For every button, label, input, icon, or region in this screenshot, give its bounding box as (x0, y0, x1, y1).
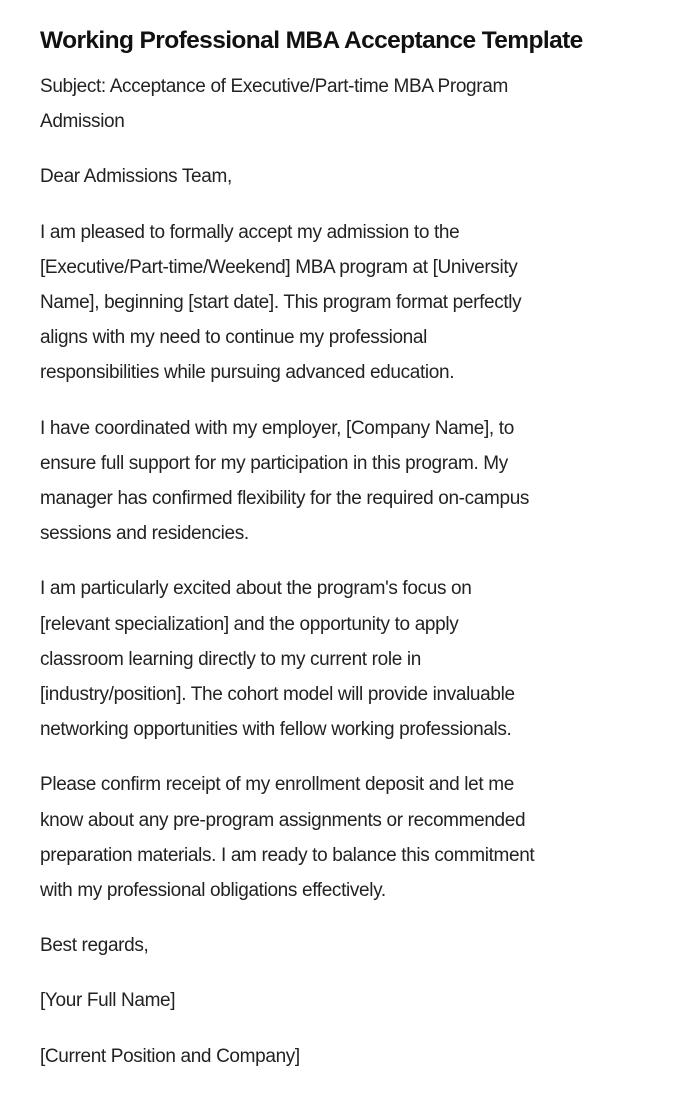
body-paragraph-2 (40, 411, 660, 552)
document-title: Working Professional MBA Acceptance Template (40, 27, 583, 54)
body-paragraph-3 (40, 571, 660, 747)
text-line: responsibilities while pursuing advanced education. (40, 362, 455, 384)
subject-line (40, 69, 660, 139)
closing: Best regards, (40, 935, 149, 957)
text-line: know about any pre-program assignments or recommended (40, 809, 526, 831)
text-line: [Executive/Part-time/Weekend] MBA program at [University (40, 256, 518, 278)
body-paragraph-4 (40, 767, 660, 908)
text-line: networking opportunities with fellow working professionals. (40, 719, 512, 741)
text-line: aligns with my need to continue my professional (40, 327, 427, 349)
text-line: I am pleased to formally accept my admission to the (40, 221, 460, 243)
text-line: Please confirm receipt of my enrollment deposit and let me (40, 774, 514, 796)
text-line: preparation materials. I am ready to balance this commitment (40, 844, 535, 866)
text-line: [industry/position]. The cohort model will provide invaluable (40, 684, 515, 706)
text-line: ensure full support for my participation in this program. My (40, 452, 508, 474)
subject-line-1: Subject: Acceptance of Executive/Part-time MBA Program (40, 76, 508, 97)
salutation: Dear Admissions Team, (40, 166, 232, 188)
signature-position: [Current Position and Company] (40, 1045, 300, 1067)
signature-name: [Your Full Name] (40, 990, 176, 1012)
text-line: Name], beginning [start date]. This program format perfectly (40, 292, 522, 314)
subject-line-2: Admission (40, 111, 125, 133)
text-line: sessions and residencies. (40, 523, 249, 545)
body-paragraph-1 (40, 215, 660, 391)
text-line: I am particularly excited about the program's focus on (40, 578, 472, 600)
text-line: [relevant specialization] and the opportunity to apply (40, 613, 459, 635)
text-line: I have coordinated with my employer, [Company Name], to (40, 417, 514, 439)
text-line: with my professional obligations effectively. (40, 880, 386, 902)
text-line: classroom learning directly to my current role in (40, 648, 421, 670)
text-line: manager has confirmed flexibility for the required on-campus (40, 488, 530, 510)
